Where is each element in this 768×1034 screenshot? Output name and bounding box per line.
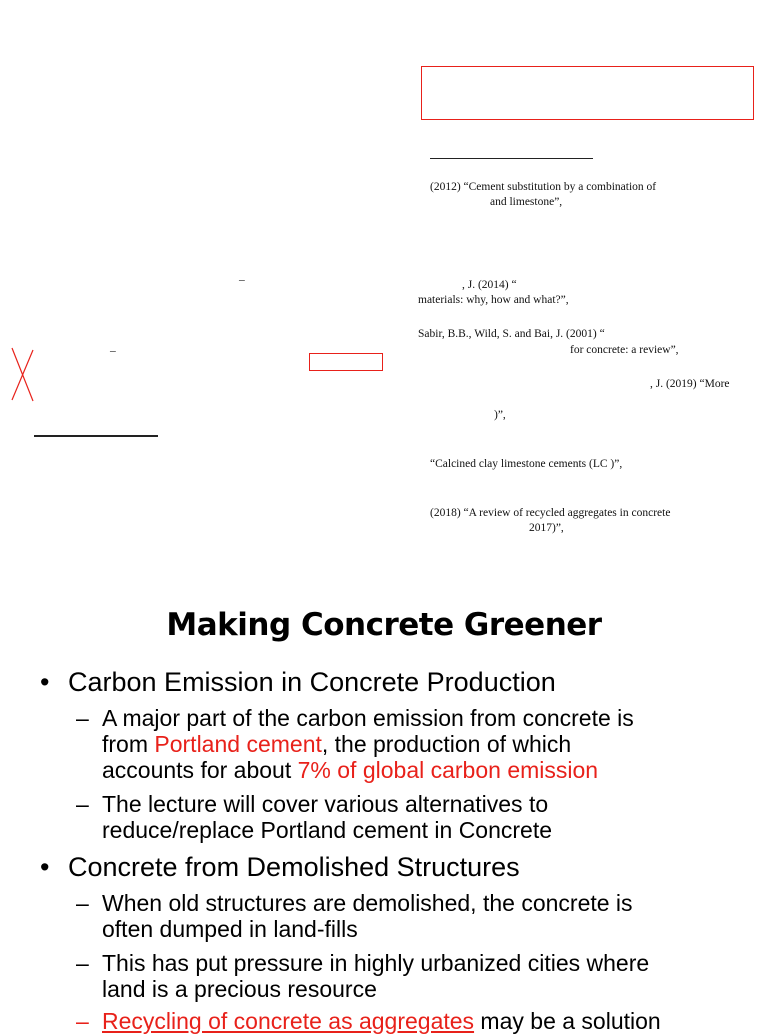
highlight-recycling: Recycling of concrete as aggregates <box>102 1008 475 1034</box>
sub-bullet-recycling <box>102 1008 661 1034</box>
sub-bullet-demolished-line-2: often dumped in land-fills <box>102 916 358 942</box>
dash-symbol-5: – <box>76 1008 89 1034</box>
highlight-portland-cement: Portland cement <box>154 731 322 757</box>
sub-bullet-lecture-line-2: reduce/replace Portland cement in Concrete <box>102 817 553 843</box>
annotation-box-small <box>309 353 383 371</box>
reference-2-line-2: materials: why, how and what?”, <box>418 294 569 306</box>
dash-symbol-1: – <box>76 705 89 731</box>
reference-1-line-1: (2012) “Cement substitution by a combination of <box>430 181 657 193</box>
annotation-box-top <box>421 66 754 120</box>
reference-2-line-1: , J. (2014) “ <box>462 279 517 291</box>
reference-4-line-1: , J. (2019) “More <box>650 378 730 390</box>
highlight-seven-percent: 7% of global carbon emission <box>297 757 599 783</box>
reference-3-line-1: Sabir, B.B., Wild, S. and Bai, J. (2001) “ <box>418 328 605 340</box>
text-production: , the production of which <box>321 731 572 757</box>
dash-mark-2: – <box>110 345 116 357</box>
dash-symbol-4: – <box>76 950 89 976</box>
dash-mark-1: – <box>239 274 245 286</box>
left-underline <box>34 435 158 437</box>
text-from: from <box>102 731 155 757</box>
sub-bullet-portland-line-3 <box>102 757 598 783</box>
bullet-demolished-structures: Concrete from Demolished Structures <box>68 852 520 882</box>
text-solution: may be a solution <box>474 1008 661 1034</box>
text-accounts: accounts for about <box>102 757 298 783</box>
bullet-symbol-2: • <box>40 852 50 882</box>
reference-4-line-2: )”, <box>494 409 506 421</box>
cross-out-mark-icon <box>8 346 38 404</box>
sub-bullet-pressure-line-1: This has put pressure in highly urbanized cities where <box>102 950 650 976</box>
reference-1-line-2: and limestone”, <box>490 196 563 208</box>
reference-6-line-2: 2017)”, <box>529 522 564 534</box>
sub-bullet-portland-line-2 <box>102 731 571 757</box>
dash-symbol-3: – <box>76 890 89 916</box>
bullet-carbon-emission: Carbon Emission in Concrete Production <box>68 667 556 697</box>
sub-bullet-pressure-line-2: land is a precious resource <box>102 976 377 1002</box>
slide-title: Making Concrete Greener <box>166 607 602 643</box>
sub-bullet-portland-line-1: A major part of the carbon emission from concrete is <box>102 705 634 731</box>
reference-underline <box>430 158 593 159</box>
sub-bullet-lecture-line-1: The lecture will cover various alternatives to <box>102 791 549 817</box>
reference-5-line-1: “Calcined clay limestone cements (LC )”, <box>430 458 623 470</box>
dash-symbol-2: – <box>76 791 89 817</box>
sub-bullet-demolished-line-1: When old structures are demolished, the concrete is <box>102 890 633 916</box>
reference-6-line-1: (2018) “A review of recycled aggregates in concrete <box>430 507 671 519</box>
bullet-symbol-1: • <box>40 667 50 697</box>
reference-3-line-2: for concrete: a review”, <box>570 344 679 356</box>
